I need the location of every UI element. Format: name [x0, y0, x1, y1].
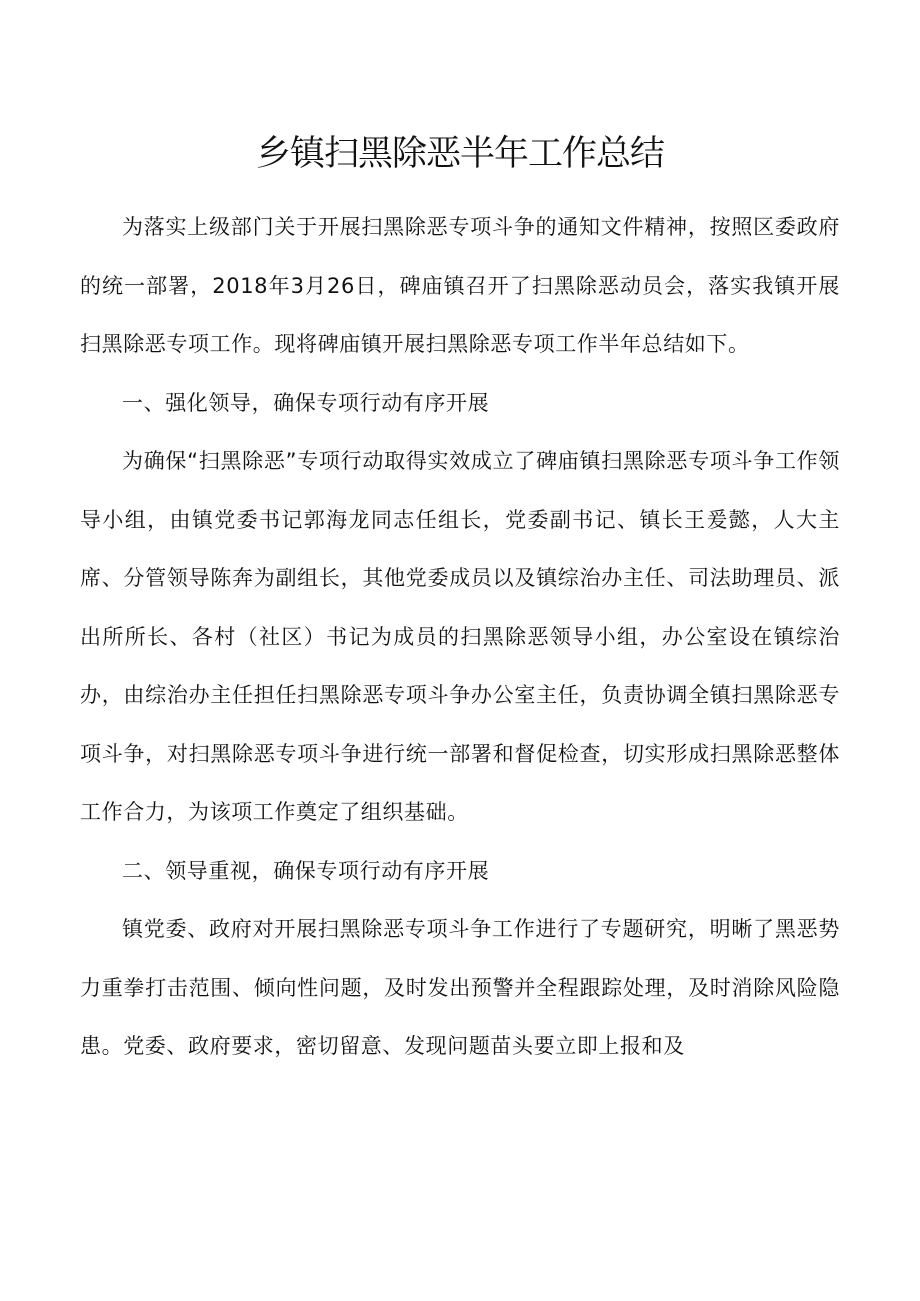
- intro-paragraph: 为落实上级部门关于开展扫黑除恶专项斗争的通知文件精神，按照区委政府的统一部署，2018年3月26日，碑庙镇召开了扫黑除恶动员会，落实我镇开展扫黑除恶专项工作。现将碑庙镇开展扫黑除恶专项工作半年总结如下。: [80, 215, 840, 356]
- section-heading-2: 二、领导重视，确保专项行动有序开展: [122, 858, 490, 883]
- document-body: [80, 198, 840, 1076]
- section-heading-1: 一、强化领导，确保专项行动有序开展: [122, 390, 490, 415]
- document-page: [80, 0, 840, 1076]
- section-2-paragraph: 镇党委、政府对开展扫黑除恶专项斗争工作进行了专题研究，明晰了黑恶势力重拳打击范围、倾向性问题，及时发出预警并全程跟踪处理，及时消除风险隐患。党委、政府要求，密切留意、发现问题苗头要立即上报和及: [80, 917, 840, 1058]
- section-1-paragraph: 为确保“扫黑除恶”专项行动取得实效成立了碑庙镇扫黑除恶专项斗争工作领导小组，由镇党委书记郭海龙同志任组长，党委副书记、镇长王爰懿，人大主席、分管领导陈奔为副组长，其他党委成员以及镇综治办主任、司法助理员、派出所所长、各村（社区）书记为成员的扫黑除恶领导小组，办公室设在镇综治办，由综治办主任担任扫黑除恶专项斗争办公室主任，负责协调全镇扫黑除恶专项斗争，对扫黑除恶专项斗争进行统一部署和督促检查，切实形成扫黑除恶整体工作合力，为该项工作奠定了组织基础。: [80, 449, 840, 824]
- document-title: 乡镇扫黑除恶半年工作总结: [255, 134, 664, 174]
